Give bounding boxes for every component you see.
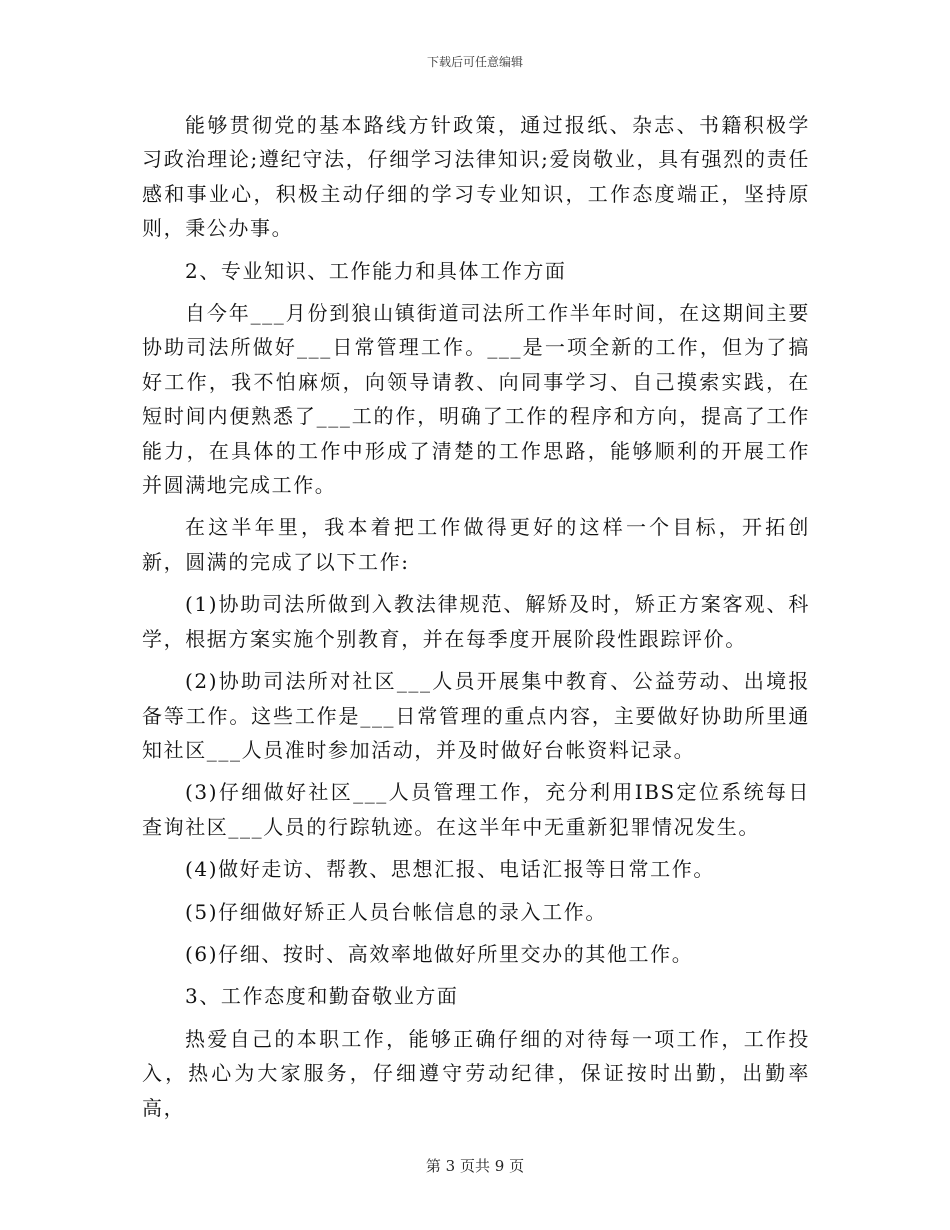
list-item-3: (3)仔细做好社区___人员管理工作，充分利用IBS定位系统每日查询社区___人员的行踪轨迹。在这半年中无重新犯罪情况发生。 <box>142 780 810 839</box>
list-item-5: (5)仔细做好矫正人员台帐信息的录入工作。 <box>185 899 607 924</box>
list-item-2: (2)协助司法所对社区___人员开展集中教育、公益劳动、出境报备等工作。这些工作是___日常管理的重点内容，主要做好协助所里通知社区___人员准时参加活动，并及时做好台帐资料记录。 <box>142 669 810 762</box>
list-item-4: (4)做好走访、帮教、思想汇报、电话汇报等日常工作。 <box>185 857 715 882</box>
paragraph-attitude: 热爱自己的本职工作，能够正确仔细的对待每一项工作，工作投入，热心为大家服务，仔细遵守劳动纪律，保证按时出勤，出勤率高， <box>142 1026 810 1120</box>
paragraph-half-year: 在这半年里，我本着把工作做得更好的这样一个目标，开拓创新，圆满的完成了以下工作: <box>142 515 810 574</box>
list-item-6: (6)仔细、按时、高效率地做好所里交办的其他工作。 <box>185 941 694 966</box>
paragraph-work-start: 自今年___月份到狼山镇街道司法所工作半年时间，在这期间主要协助司法所做好___日常管理工作。___是一项全新的工作，但为了搞好工作，我不怕麻烦，向领导请教、向同事学习、自己摸索实践，在短时间内便熟悉了___工的作，明确了工作的程序和方向，提高了工作能力，在具体的工作中形成了清楚的工作思路，能够顺利的开展工作并圆满地完成工作。 <box>142 301 810 498</box>
list-item-1: (1)协助司法所做到入教法律规范、解矫及时，矫正方案客观、科学，根据方案实施个别教育，并在每季度开展阶段性跟踪评价。 <box>142 592 810 651</box>
paragraph-political: 能够贯彻党的基本路线方针政策，通过报纸、杂志、书籍积极学习政治理论;遵纪守法，仔细学习法律知识;爱岗敬业，具有强烈的责任感和事业心，积极主动仔细的学习专业知识，工作态度端正，坚持原则，秉公办事。 <box>142 113 810 241</box>
document-body <box>142 108 810 1125</box>
section-heading-2: 2、专业知识、工作能力和具体工作方面 <box>185 258 567 283</box>
page-header: 下载后可任意编辑 <box>426 55 523 69</box>
page-footer: 第 3 页共 9 页 <box>425 1157 525 1175</box>
section-heading-3: 3、工作态度和勤奋敬业方面 <box>185 984 459 1009</box>
